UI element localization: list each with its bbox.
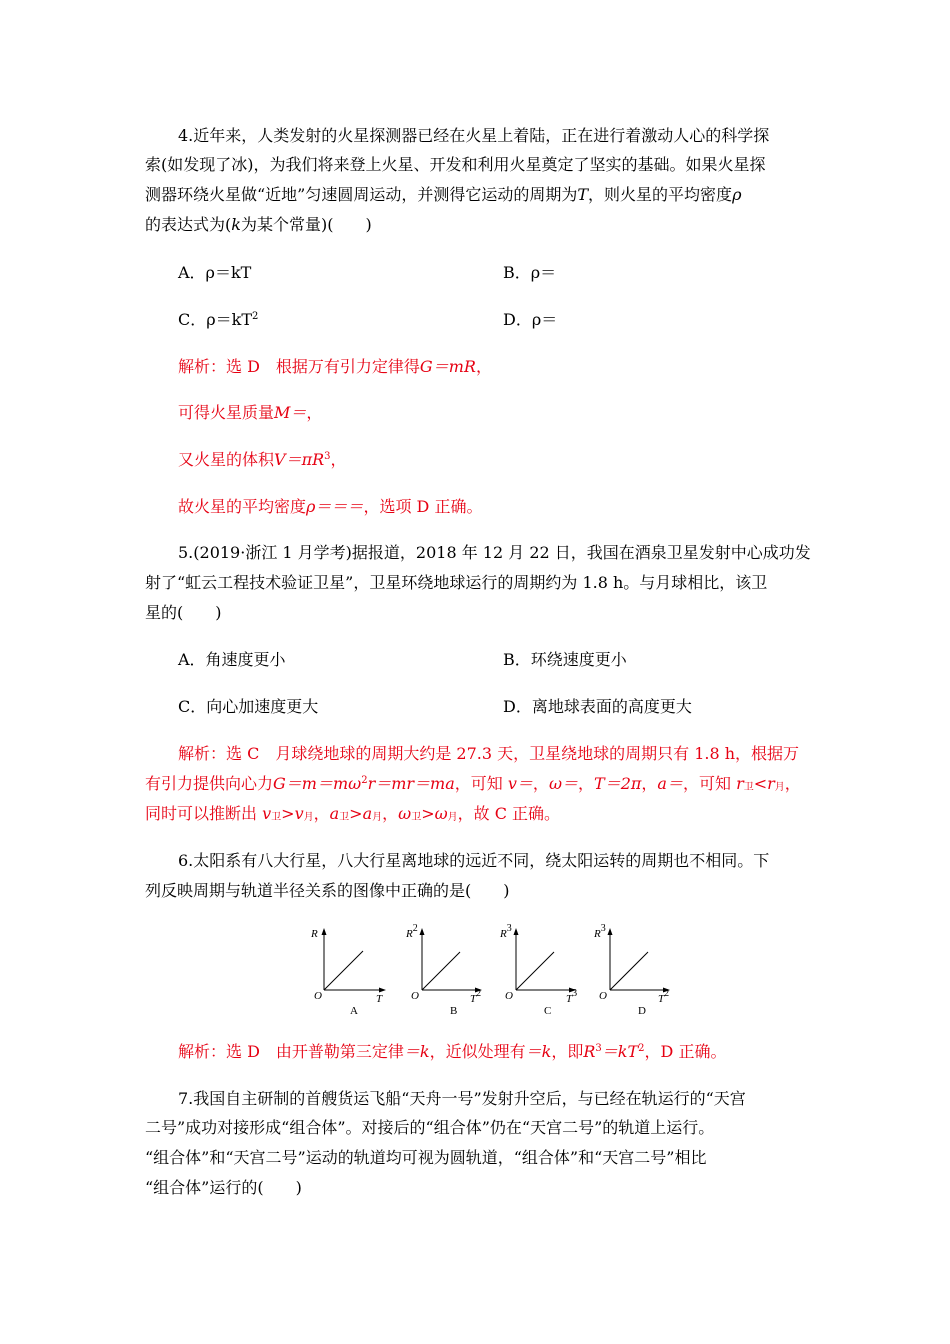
q7-line-2: 二号”成功对接形成“组合体”。对接后的“组合体”仍在“天宫二号”的轨道上运行。 (145, 1118, 715, 1137)
graph-c-y-label: $R^3$ (500, 923, 512, 940)
graph-a-x-label: T (376, 993, 383, 1005)
graph-b-x-label: $T^2$ (470, 988, 482, 1005)
q5-option-a: A．角速度更小 (178, 650, 286, 669)
q4-solution-4: 故火星的平均密度ρ＝＝＝，选项 D 正确。 (178, 497, 483, 516)
graph-d-y-label: $R^3$ (594, 923, 606, 940)
graph-a-x-arrow (379, 988, 386, 993)
graph-a-label: A (350, 1005, 358, 1017)
q5-solution-1: 解析：选 C 月球绕地球的周期大约是 27.3 天，卫星绕地球的周期只有 1.8 h，根据万 (178, 744, 800, 763)
q4-solution-3: 又火星的体积$V=\pi R^3$， (178, 450, 347, 469)
graph-d-label: D (638, 1005, 646, 1017)
graph-a-y-label: R (311, 928, 318, 940)
graph-a-curve (324, 951, 363, 990)
q6-solution: 解析：选 D 由开普勒第三定律＝k，近似处理有＝k，即$R^3=kT^2$，D 正确。 (178, 1042, 727, 1061)
graph-c-label: C (544, 1005, 552, 1017)
q5-line-2: 射了“虹云工程技术验证卫星”，卫星环绕地球运行的周期约为 1.8 h。与月球相比，该卫 (145, 573, 768, 592)
q4-line-2: 索(如发现了冰)，为我们将来登上火星、开发和利用火星奠定了坚实的基础。如果火星探 (145, 155, 766, 174)
graph-c-x-label: $T^3$ (566, 988, 578, 1005)
q5-option-d: D．离地球表面的高度更大 (503, 697, 692, 716)
q4-option-b: B．ρ＝ (503, 263, 557, 282)
graph-a-y-arrow (322, 928, 327, 935)
q5-option-c: C．向心加速度更大 (178, 697, 319, 716)
graph-b-label: B (450, 1005, 458, 1017)
q7-line-4: “组合体”运行的( ) (145, 1178, 302, 1197)
q5-solution-2: 有引力提供向心力$G=m=m\omega^2r=mr=ma$，可知 v＝，ω＝，T＝2π，a＝，可知 r卫<r月， (145, 774, 801, 793)
graph-d-x-label: $T^2$ (658, 988, 670, 1005)
q4-line-4: 的表达式为(k为某个常量)( ) (145, 215, 372, 234)
q4-solution-1: 解析：选 D 根据万有引力定律得G＝mR， (178, 357, 492, 376)
graph-c-curve (516, 952, 554, 990)
q6-line-1: 6.太阳系有八大行星，八大行星离地球的远近不同，绕太阳运转的周期也不相同。下 (178, 851, 770, 870)
q7-line-1: 7.我国自主研制的首艘货运飞船“天舟一号”发射升空后，与已经在轨运行的“天宫 (178, 1089, 746, 1108)
graph-b (404, 923, 484, 1018)
graph-b-curve (422, 952, 460, 990)
graph-d-curve (610, 952, 648, 990)
graph-a (308, 926, 388, 1018)
graph-d-y-arrow (608, 928, 613, 935)
q5-line-1: 5.(2019·浙江 1 月学考)据报道，2018 年 12 月 22 日，我国在酒泉卫星发射中心成功发 (178, 543, 811, 562)
graph-a-origin: O (314, 990, 322, 1002)
q5-line-3: 星的( ) (145, 603, 222, 622)
graph-c-origin: O (505, 990, 513, 1002)
q4-solution-2: 可得火星质量M＝， (178, 403, 323, 422)
graph-b-y-arrow (420, 928, 425, 935)
q5-solution-3: 同时可以推断出 v卫>v月，a卫>a月，ω卫>ω月，故 C 正确。 (145, 804, 561, 823)
q4-line-1: 4.近年来，人类发射的火星探测器已经在火星上着陆，正在进行着激动人心的科学探 (178, 126, 770, 145)
graph-b-origin: O (411, 990, 419, 1002)
q4-option-a: A．ρ＝kT (178, 263, 252, 282)
graph-d (592, 923, 672, 1018)
graph-c (498, 923, 578, 1018)
q4-option-d: D．ρ＝ (503, 310, 558, 329)
q6-line-2: 列反映周期与轨道半径关系的图像中正确的是( ) (145, 881, 510, 900)
q4-line-3: 测器环绕火星做“近地”匀速圆周运动，并测得它运动的周期为T，则火星的平均密度ρ (145, 185, 742, 204)
graph-b-y-label: $R^2$ (406, 923, 418, 940)
q7-line-3: “组合体”和“天宫二号”运动的轨道均可视为圆轨道，“组合体”和“天宫二号”相比 (145, 1148, 707, 1167)
graph-d-origin: O (599, 990, 607, 1002)
q5-option-b: B．环绕速度更小 (503, 650, 627, 669)
q4-option-c: C．$\rho=kT^2$ (178, 310, 259, 329)
graph-c-y-arrow (514, 928, 519, 935)
